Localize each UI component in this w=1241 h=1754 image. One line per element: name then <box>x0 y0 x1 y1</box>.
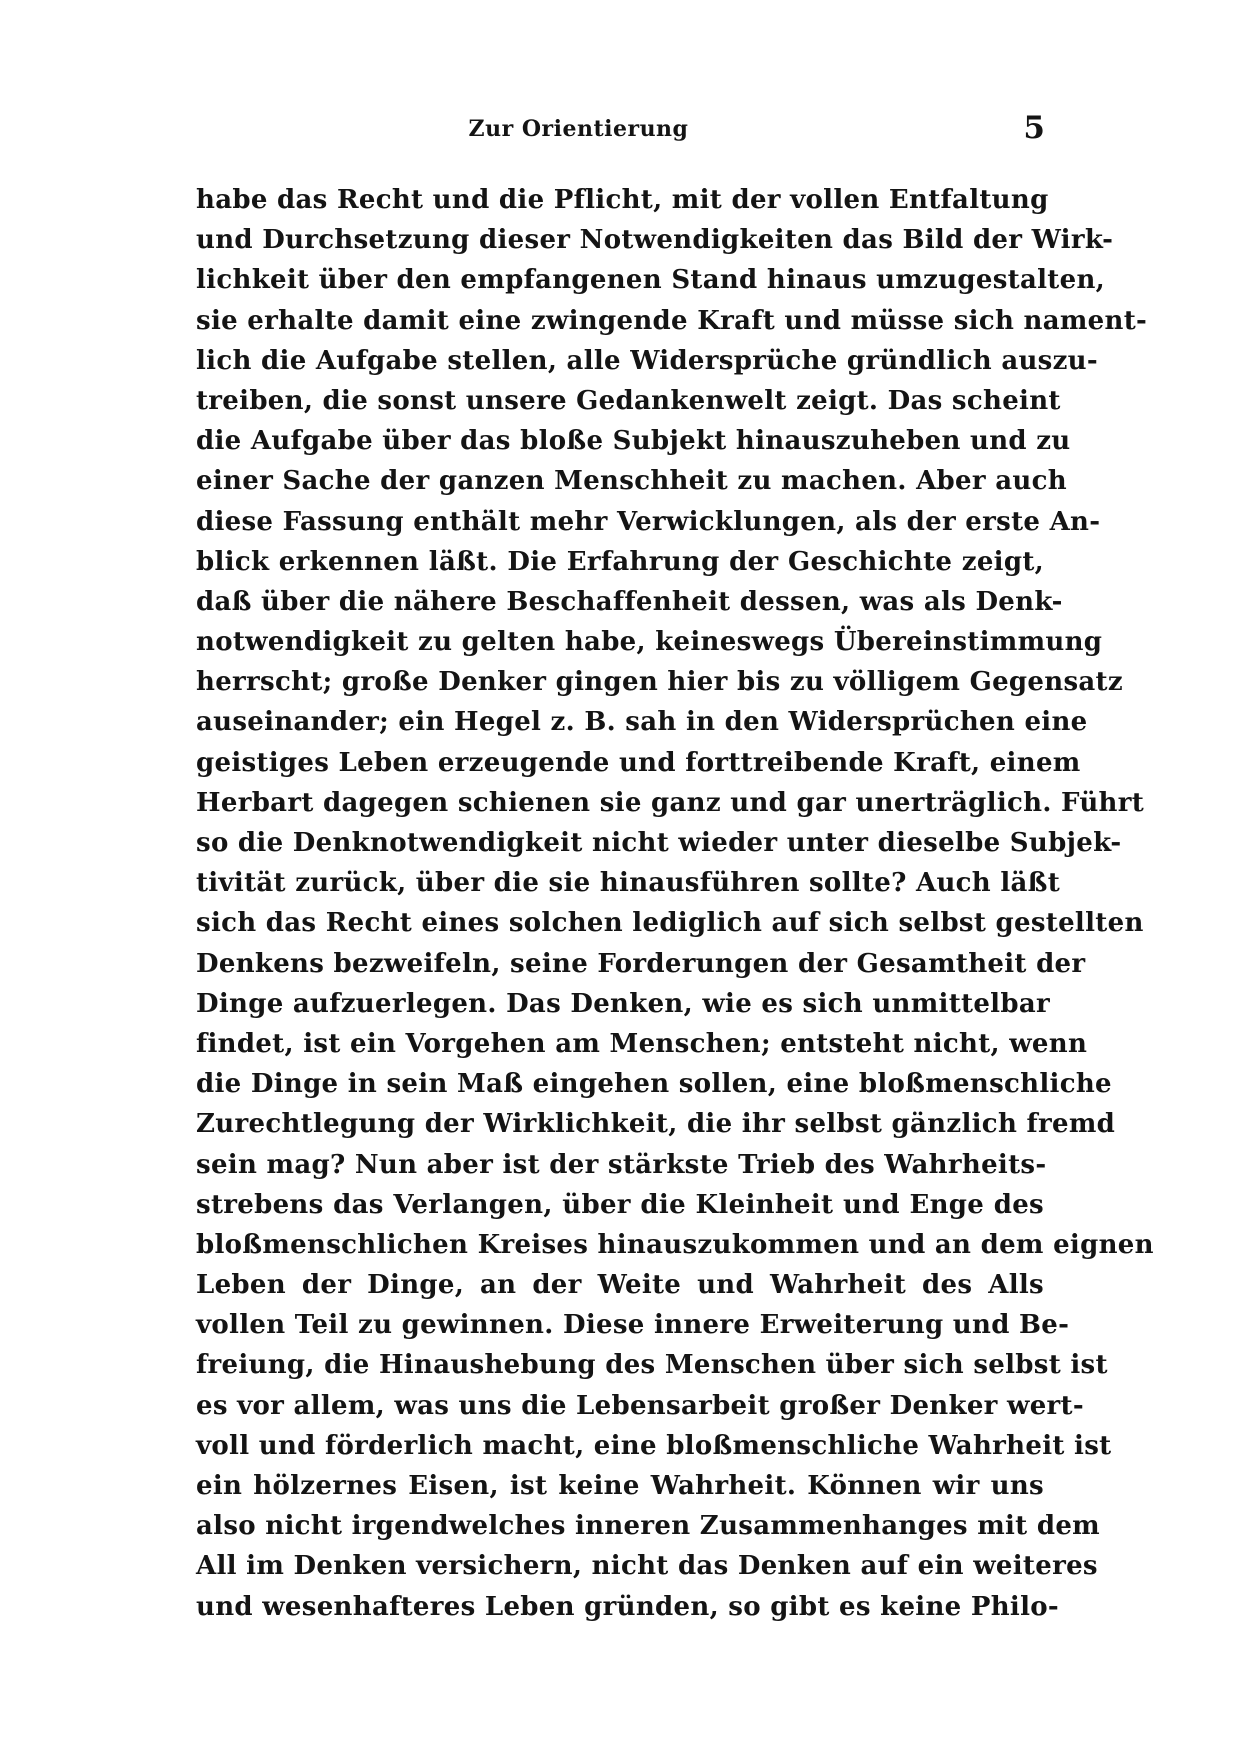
text-line: habe das Recht und die Pflicht, mit der vollen Entfaltung <box>196 185 1049 215</box>
text-line: Dinge aufzuerlegen. Das Denken, wie es sich unmittelbar <box>196 988 1050 1019</box>
text-line: diese Fassung enthält mehr Verwicklungen, als der erste An- <box>196 506 1101 537</box>
text-line: All im Denken versichern, nicht das Denken auf ein weiteres <box>196 1551 1098 1582</box>
text-line: sein mag? Nun aber ist der stärkste Trieb des Wahrheits- <box>196 1149 1047 1180</box>
text-line: voll und förderlich macht, eine bloßmenschliche Wahrheit ist <box>196 1430 1112 1461</box>
text-line: freiung, die Hinaushebung des Menschen über sich selbst ist <box>196 1350 1108 1381</box>
text-line: die Dinge in sein Maß eingehen sollen, eine bloßmenschliche <box>196 1069 1112 1100</box>
text-line: notwendigkeit zu gelten habe, keineswegs Übereinstimmung <box>196 627 1103 658</box>
text-line: lich die Aufgabe stellen, alle Widersprüche gründlich auszu- <box>196 345 1098 376</box>
text-line: so die Denknotwendigkeit nicht wieder unter dieselbe Subjek- <box>196 828 1122 858</box>
page-number: 5 <box>1023 110 1045 146</box>
text-line: vollen Teil zu gewinnen. Diese innere Erweiterung und Be- <box>196 1310 1070 1341</box>
text-line: treiben, die sonst unsere Gedankenwelt zeigt. Das scheint <box>196 385 1061 416</box>
body-text <box>196 180 1154 1627</box>
text-line: sich das Recht eines solchen lediglich auf sich selbst gestellten <box>196 908 1144 939</box>
text-line: also nicht irgendwelches inneren Zusammenhanges mit dem <box>196 1511 1100 1542</box>
text-line: ein hölzernes Eisen, ist keine Wahrheit. Können wir uns <box>196 1471 1044 1501</box>
text-line: lichkeit über den empfangenen Stand hinaus umzugestalten, <box>196 265 1105 296</box>
text-line: findet, ist ein Vorgehen am Menschen; entsteht nicht, wenn <box>196 1028 1088 1059</box>
text-line: bloßmenschlichen Kreises hinauszukommen und an dem eignen <box>196 1229 1154 1260</box>
text-line: und Durchsetzung dieser Notwendigkeiten das Bild der Wirk- <box>196 225 1114 256</box>
text-line: Herbart dagegen schienen sie ganz und gar unerträglich. Führt <box>196 787 1145 818</box>
text-line: die Aufgabe über das bloße Subjekt hinauszuheben und zu <box>196 426 1071 457</box>
text-line: blick erkennen läßt. Die Erfahrung der Geschichte zeigt, <box>196 546 1044 577</box>
text-line: sie erhalte damit eine zwingende Kraft und müsse sich nament- <box>196 305 1148 336</box>
text-line: und wesenhafteres Leben gründen, so gibt es keine Philo- <box>196 1591 1060 1622</box>
text-line: daß über die nähere Beschaffenheit dessen, was als Denk- <box>196 586 1063 617</box>
text-line: strebens das Verlangen, über die Kleinheit und Enge des <box>196 1189 1044 1220</box>
text-line: Leben der Dinge, an der Weite und Wahrheit des Alls <box>196 1270 1044 1301</box>
text-line: Zurechtlegung der Wirklichkeit, die ihr selbst gänzlich fremd <box>196 1109 1116 1140</box>
text-line: es vor allem, was uns die Lebensarbeit großer Denker wert- <box>196 1390 1084 1421</box>
text-line: auseinander; ein Hegel z. B. sah in den Widersprüchen eine <box>196 707 1088 738</box>
running-title: Zur Orientierung <box>468 116 689 142</box>
text-line: einer Sache der ganzen Menschheit zu machen. Aber auch <box>196 466 1067 497</box>
text-line: Denkens bezweifeln, seine Forderungen der Gesamtheit der <box>196 948 1086 979</box>
text-line: tivität zurück, über die sie hinausführen sollte? Auch läßt <box>196 868 1061 899</box>
text-line: geistiges Leben erzeugende und forttreibende Kraft, einem <box>196 747 1081 778</box>
text-line: herrscht; große Denker gingen hier bis zu völligem Gegensatz <box>196 667 1123 698</box>
